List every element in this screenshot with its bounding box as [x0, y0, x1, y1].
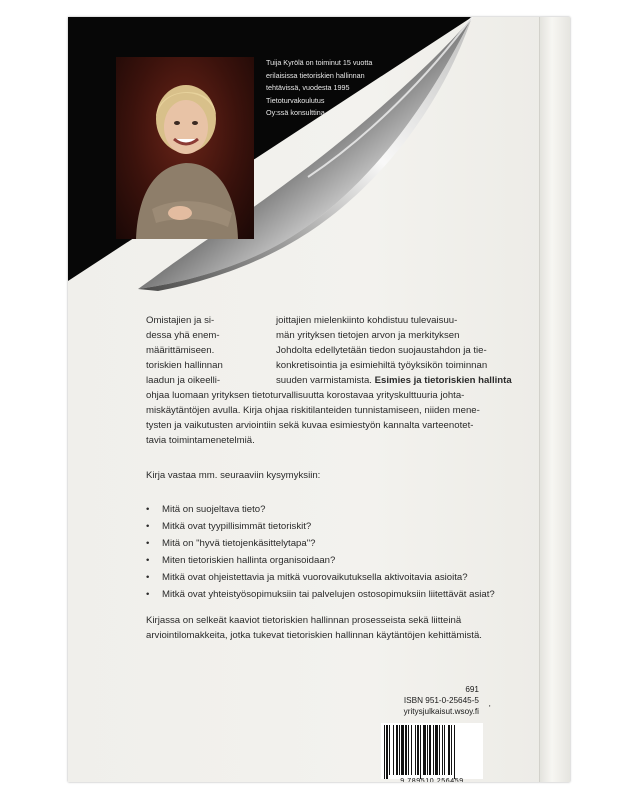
author-bio	[266, 57, 384, 120]
barcode-bar	[439, 725, 440, 775]
author-bio-line: tehtävissä, vuodesta 1995	[266, 83, 350, 92]
intro-line	[276, 373, 566, 388]
barcode-bar	[401, 725, 404, 775]
closing-line: Kirjassa on selkeät kaaviot tietoriskien hallinnan prosesseista sekä liitteinä	[146, 615, 462, 626]
book-back-cover	[68, 17, 570, 782]
barcode-bar	[454, 725, 455, 779]
publisher-website: yritysjulkaisut.wsoy.fi	[403, 707, 479, 716]
barcode-number: 9 789510 256459	[400, 778, 464, 782]
list-item: • Miten tietoriskien hallinta organisoidaan?	[146, 552, 566, 569]
barcode-bar	[429, 725, 431, 775]
intro-line: Johdolta edellytetään tiedon suojaustahdon ja tie-	[276, 345, 487, 356]
book-title-bold: Esimies ja tietoriskien hallinta	[374, 375, 512, 386]
barcode-bar	[442, 725, 443, 775]
list-item: • Mitkä ovat ohjeistettavia ja mitkä vuorovaikutuksella aktivoitavia asioita?	[146, 569, 566, 586]
questions-list	[146, 501, 566, 603]
barcode-bar	[393, 725, 394, 775]
intro-line: määrittämiseen.	[146, 345, 215, 356]
barcode-bar	[451, 725, 452, 775]
author-bio-line: Tietoturvakoulutus	[266, 95, 325, 105]
list-item: • Mitkä ovat yhteistyösopimuksiin tai palvelujen ostosopimuksiin liitettävät asiat?	[146, 586, 566, 603]
author-bio-line: Oy:ssä konsulttina.	[266, 108, 327, 117]
intro-line: toriskien hallinnan	[146, 360, 223, 371]
intro-line: ohjaa luomaan yrityksen tietoturvallisuutta korostavaa yrityskulttuuria johta-	[146, 390, 465, 401]
intro-left-column	[146, 313, 236, 388]
closing-line: arviointilomakkeita, jotka tukevat tietoriskien hallinnan käytäntöjen kehittämistä.	[146, 630, 482, 641]
intro-line: joittajien mielenkiinto kohdistuu tulevaisuu-	[276, 315, 458, 326]
barcode-bar	[411, 725, 412, 775]
barcode-bar	[444, 725, 445, 775]
questions-list-wrapper	[146, 501, 566, 603]
barcode-bar	[384, 725, 385, 779]
barcode-bar	[417, 725, 419, 775]
list-item: • Mitkä ovat tyypillisimmät tietoriskit?	[146, 518, 566, 535]
author-bio-line: Tuija Kyrölä on toiminut 15 vuotta	[266, 58, 373, 67]
intro-line-text: suuden varmistamista.	[276, 375, 372, 386]
barcode-bar	[448, 725, 450, 775]
barcode-bar	[423, 725, 426, 775]
isbn-number: ISBN 951-0-25645-5	[403, 696, 479, 705]
author-portrait	[116, 57, 254, 239]
barcode	[381, 723, 483, 779]
barcode-bar	[396, 725, 398, 775]
intro-line: tysten ja vaikutusten arviointiin sekä kuvaa esimiestyön kannalta varteenotet-	[146, 420, 474, 431]
barcode-bar	[433, 725, 434, 775]
barcode-bar	[408, 725, 409, 775]
intro-line: miskäytäntöjen avulla. Kirja ohjaa riskitilanteiden tunnistamiseen, niiden mene-	[146, 405, 480, 416]
barcode-bar	[435, 725, 438, 775]
questions-intro: Kirja vastaa mm. seuraaviin kysymyksiin:	[146, 470, 321, 481]
barcode-bar	[399, 725, 400, 775]
product-code: 691	[465, 685, 479, 694]
barcode-bar	[427, 725, 428, 775]
closing-paragraph	[146, 613, 566, 643]
tick-mark: '	[489, 704, 491, 713]
isbn-block	[381, 684, 479, 717]
intro-line: Omistajien ja si-	[146, 315, 215, 326]
barcode-bar	[386, 725, 388, 779]
intro-continuation	[146, 388, 566, 448]
intro-line: dessa yhä enem-	[146, 330, 220, 341]
barcode-bar	[405, 725, 407, 775]
intro-line: laadun ja oikeelli-	[146, 375, 221, 386]
intro-line: tavia toimintamenetelmiä.	[146, 435, 255, 446]
intro-right-column	[276, 313, 566, 388]
intro-line: män yrityksen tietojen arvon ja merkityksen	[276, 330, 460, 341]
intro-line: konkretisointia ja esimiehiltä työyksikön toiminnan	[276, 360, 488, 371]
barcode-bar	[415, 725, 416, 775]
author-bio-line: erilaisissa tietoriskien hallinnan	[266, 70, 365, 80]
barcode-bar	[420, 725, 421, 779]
list-item: • Mitä on "hyvä tietojenkäsittelytapa"?	[146, 535, 566, 552]
list-item: • Mitä on suojeltava tieto?	[146, 501, 566, 518]
book-spine-edge	[539, 17, 570, 782]
barcode-bar	[389, 725, 390, 775]
